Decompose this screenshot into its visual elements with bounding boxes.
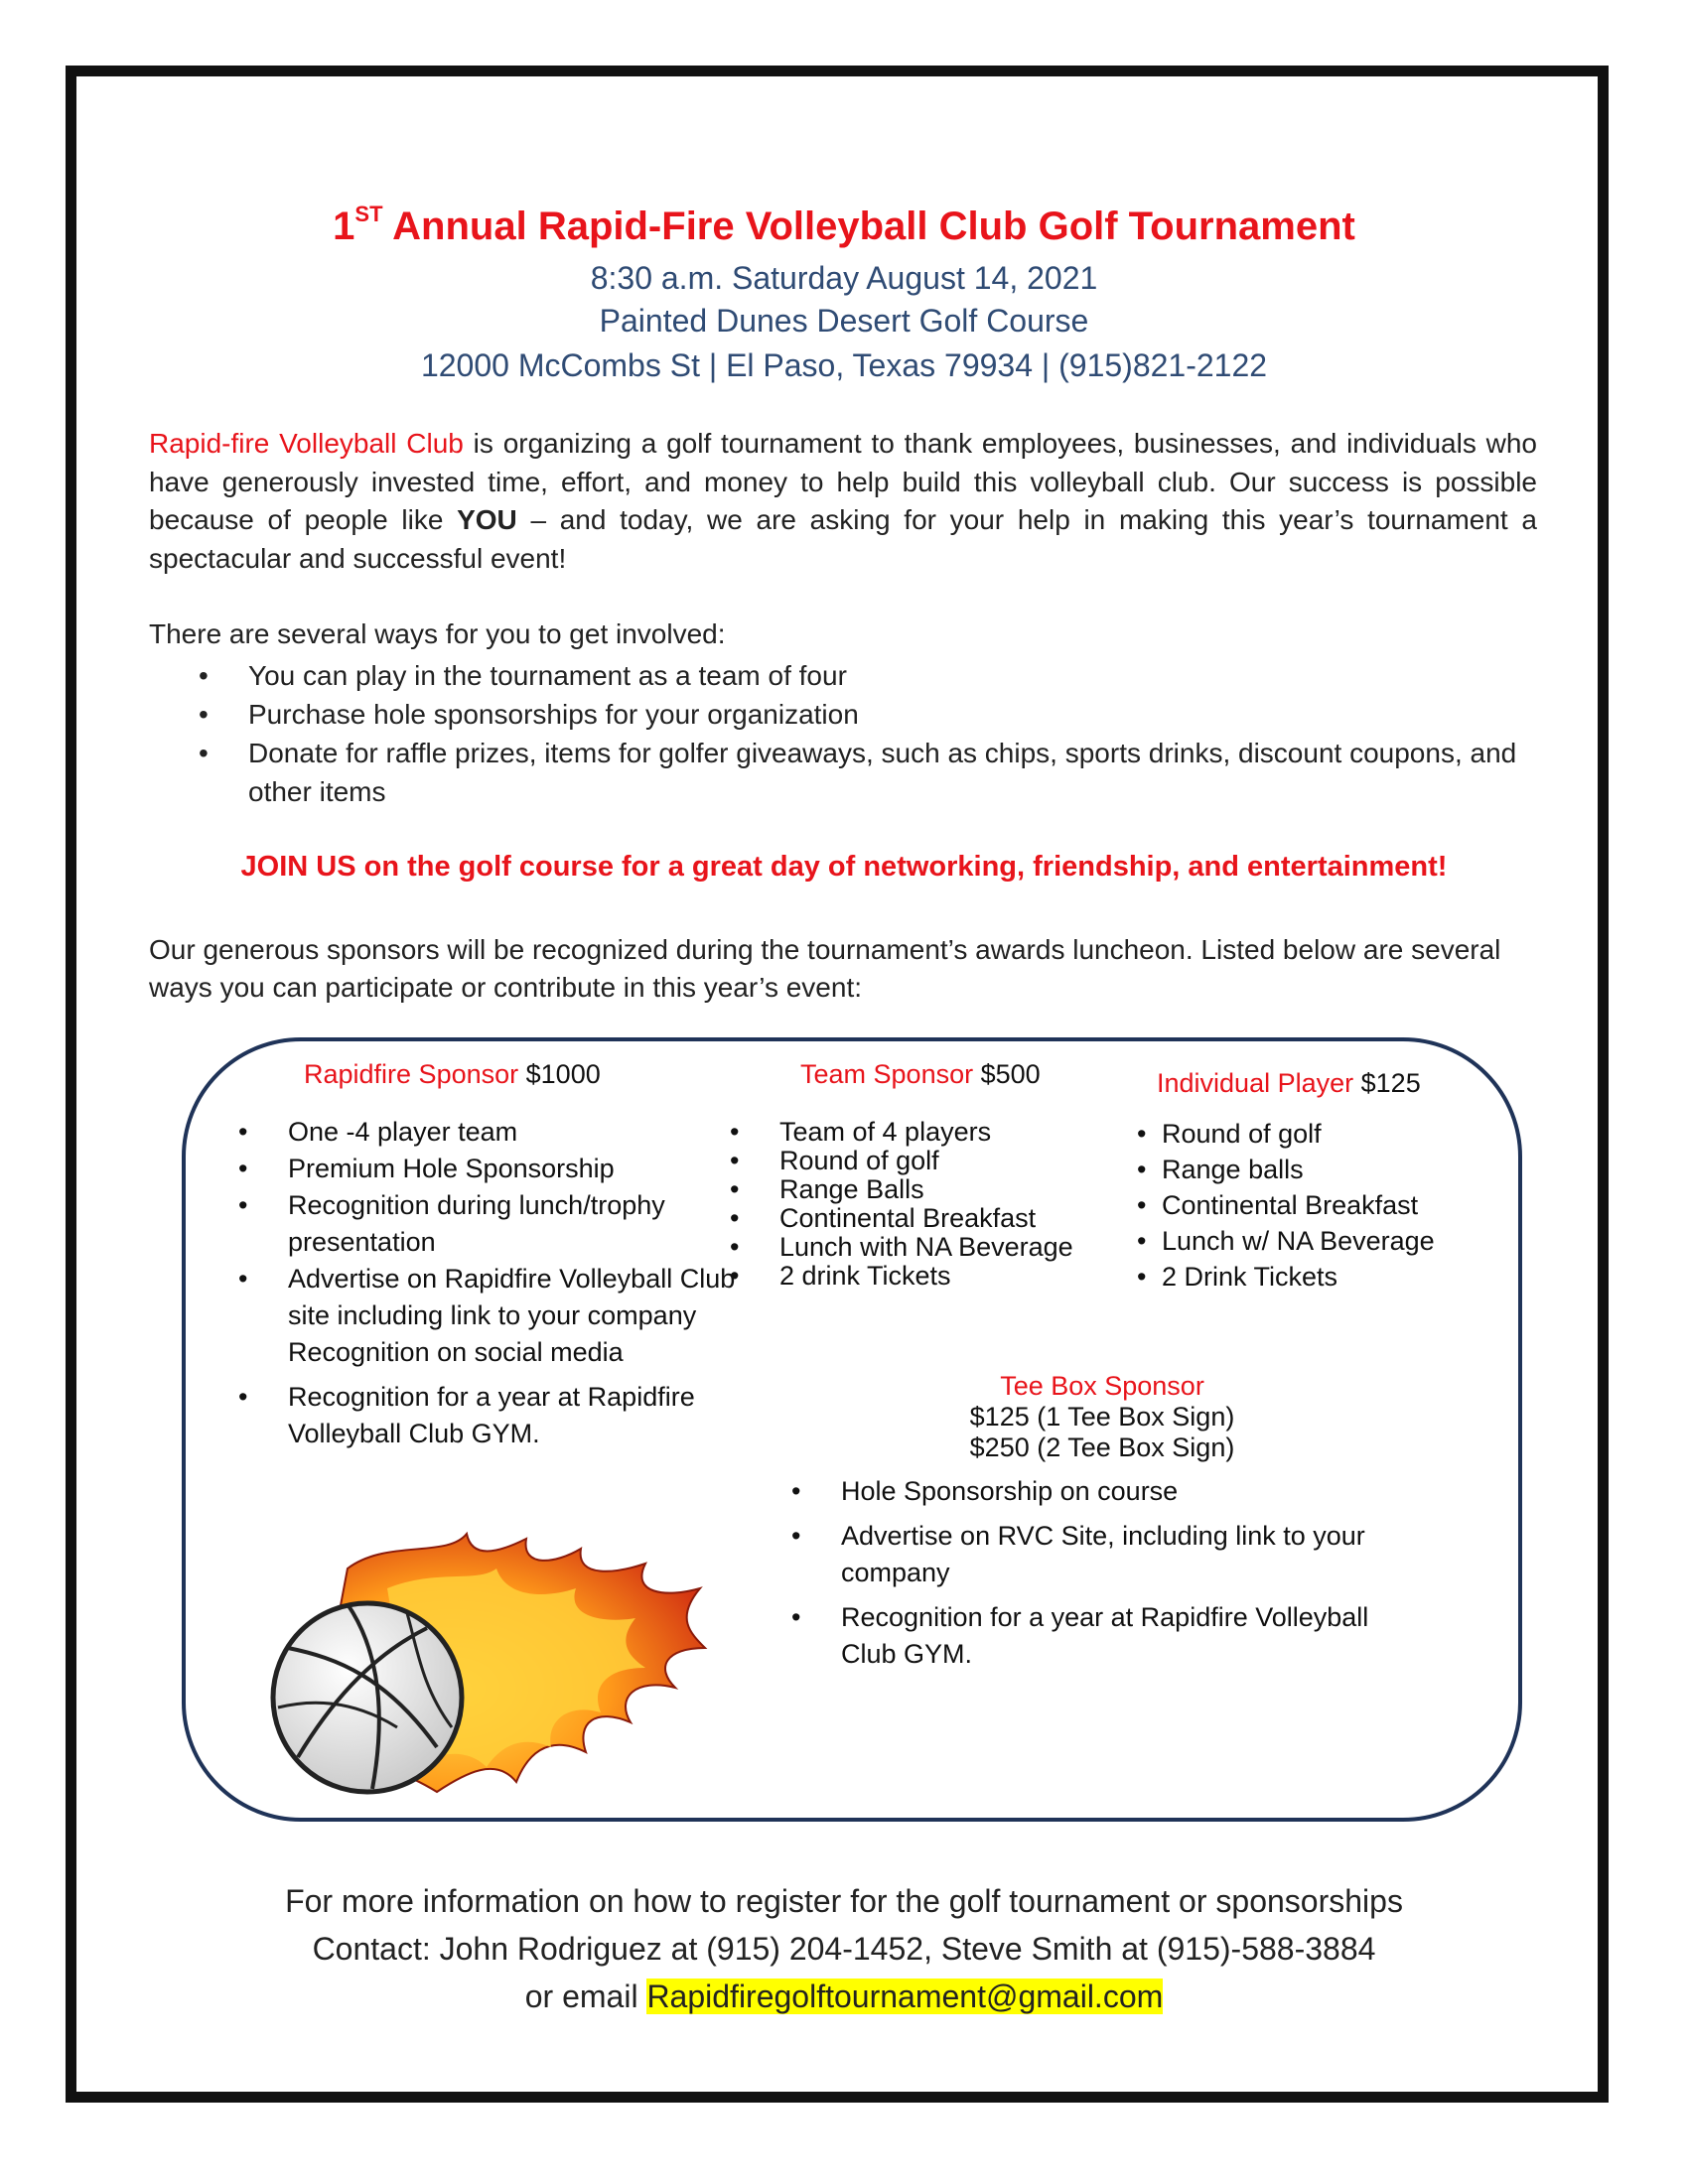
- emphasis-you: YOU: [457, 504, 517, 535]
- list-item: • You can play in the tournament as a team of four: [199, 656, 1539, 695]
- list-item: • Range balls: [1137, 1152, 1475, 1187]
- individual-player-heading: Individual Player $125: [1157, 1068, 1421, 1098]
- flaming-volleyball-icon: [238, 1529, 715, 1797]
- footer-contacts-line: Contact: John Rodriguez at (915) 204-1452, Steve Smith at (915)-588-3884: [312, 1931, 1376, 1967]
- list-item: • Recognition during lunch/trophy presentation: [238, 1187, 755, 1261]
- tee-box-benefits-list: [791, 1473, 1427, 1681]
- list-item: • One -4 player team: [238, 1114, 755, 1151]
- list-item: • Advertise on RVC Site, including link to your company: [791, 1518, 1427, 1591]
- list-item: • Round of golf: [1137, 1116, 1475, 1152]
- list-item: • Lunch with NA Beverage: [730, 1233, 1107, 1262]
- list-item: • Recognition for a year at Rapidfire Volleyball Club GYM.: [238, 1379, 755, 1452]
- join-us-callout: JOIN US on the golf course for a great day of networking, friendship, and entertainment!: [240, 851, 1448, 883]
- event-datetime: 8:30 a.m. Saturday August 14, 2021: [590, 260, 1098, 296]
- list-item: • Team of 4 players: [730, 1118, 1107, 1147]
- page-title: 1ST Annual Rapid-Fire Volleyball Club Golf Tournament: [333, 202, 1355, 248]
- footer-info-line: For more information on how to register for the golf tournament or sponsorships: [285, 1883, 1403, 1919]
- team-benefits-list: [730, 1118, 1107, 1291]
- list-item: • Round of golf: [730, 1147, 1107, 1175]
- footer-email-line: or email Rapidfiregolftournament@gmail.com: [524, 1979, 1164, 2014]
- event-address: 12000 McCombs St | El Paso, Texas 79934 | (915)821-2122: [420, 347, 1268, 383]
- list-item: • Continental Breakfast: [1137, 1187, 1475, 1223]
- list-item: • Premium Hole Sponsorship: [238, 1151, 755, 1187]
- list-item: • 2 drink Tickets: [730, 1262, 1107, 1291]
- rapidfire-sponsor-heading: Rapidfire Sponsor $1000: [304, 1059, 601, 1089]
- list-item: • 2 Drink Tickets: [1137, 1259, 1475, 1295]
- list-item: • Lunch w/ NA Beverage: [1137, 1223, 1475, 1259]
- list-item: • Advertise on Rapidfire Volleyball Club site including link to your company Recognition on social media: [238, 1261, 755, 1371]
- ways-heading: There are several ways for you to get involved:: [149, 618, 726, 649]
- list-item: • Donate for raffle prizes, items for golfer giveaways, such as chips, sports drinks, discount coupons, and other items: [199, 734, 1539, 811]
- list-item: • Purchase hole sponsorships for your organization: [199, 695, 1539, 734]
- list-item: • Hole Sponsorship on course: [791, 1473, 1427, 1510]
- rapidfire-benefits-list: [238, 1114, 755, 1452]
- list-item: • Range Balls: [730, 1175, 1107, 1204]
- sponsors-intro: Our generous sponsors will be recognized during the tournament’s awards luncheon. Listed below are several ways you can participate or contribute in this year’s event:: [149, 934, 1501, 1003]
- individual-benefits-list: [1137, 1116, 1475, 1295]
- event-venue: Painted Dunes Desert Golf Course: [599, 303, 1089, 339]
- intro-paragraph: Rapid-fire Volleyball Club is organizing a golf tournament to thank employees, businesses, and individuals who have generously invested time, effort, and money to help build this volleyball club. Our success is possible because of people like YOU – and today, we are asking for your help in making this year’s tournament a spectacular and successful event!: [149, 428, 1537, 574]
- tee-box-sponsor-heading: Tee Box Sponsor $125 (1 Tee Box Sign) $250 (2 Tee Box Sign): [969, 1371, 1235, 1462]
- ways-list: [199, 656, 1539, 811]
- list-item: • Recognition for a year at Rapidfire Volleyball Club GYM.: [791, 1599, 1427, 1673]
- club-name: Rapid-fire Volleyball Club: [149, 428, 464, 459]
- email-link[interactable]: Rapidfiregolftournament@gmail.com: [646, 1979, 1164, 2014]
- list-item: • Continental Breakfast: [730, 1204, 1107, 1233]
- team-sponsor-heading: Team Sponsor $500: [800, 1059, 1041, 1089]
